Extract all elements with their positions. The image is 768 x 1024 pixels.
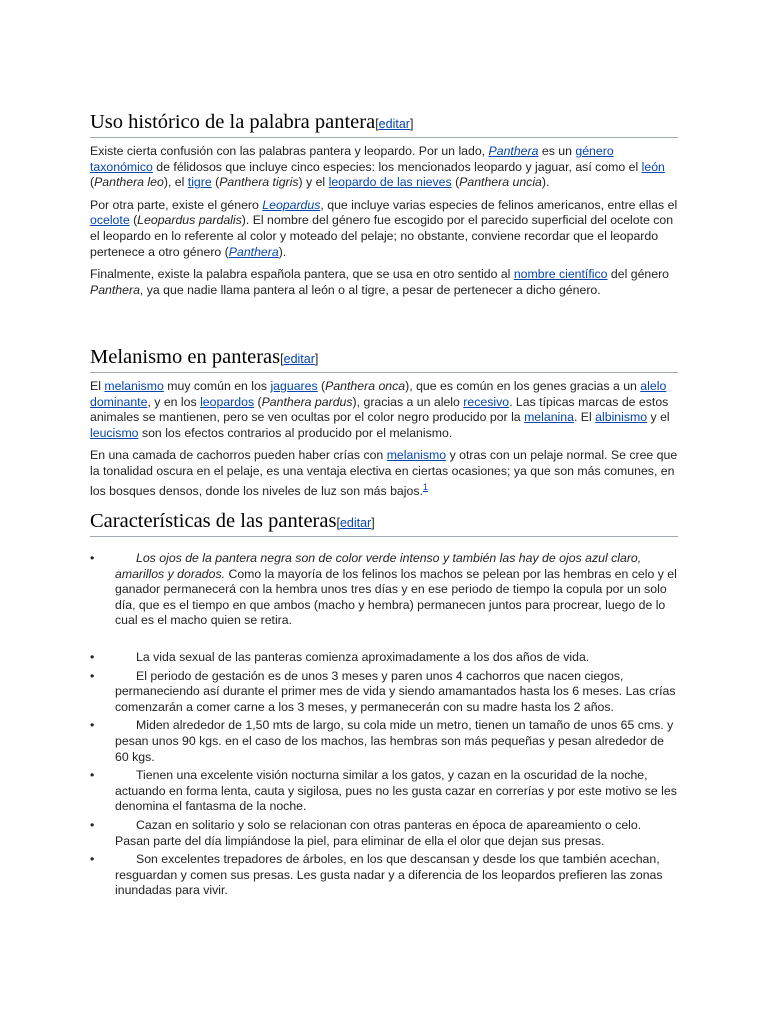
edit-link[interactable]: editar — [283, 352, 315, 366]
section-caracteristicas — [90, 509, 678, 537]
bullet-glyph: • — [90, 817, 95, 832]
bullet-glyph: • — [90, 718, 95, 733]
link-leopardo-de-las-nieves[interactable]: leopardo de las nieves — [328, 175, 452, 190]
paragraph: En una camada de cachorros pueden haber crías con melanismo y otras con un pelaje normal. Se cree que la tonalidad oscura en el pelaje, es una ventaja electiva en ciertas ocasiones; ya que son más comunes, en los bosques densos, donde los niveles de luz son más bajos.$^1$ — [90, 448, 678, 498]
link-leopardos[interactable]: leopardos — [200, 394, 255, 409]
link-leopardus[interactable]: Leopardus — [262, 197, 321, 212]
link-panthera[interactable]: Panthera — [228, 244, 279, 259]
link-jaguares[interactable]: jaguares — [270, 379, 318, 393]
list-item: • El periodo de gestación es de unos 3 meses y paren unos 4 cachorros que nacen ciegos, permaneciendo así durante el primer mes de vida y siendo amamantados hasta los 6 meses. Las crías comenzarán a comer carne a los 3 meses, y permanecerán con su madre hasta los 2 años. — [90, 668, 676, 714]
list-item: • Son excelentes trepadores de árboles, en los que descansan y desde los que también acechan, resguardan y comen sus presas. Les gusta nadar y a diferencia de los leopardos prefieren las zonas inundadas para vivir. — [90, 852, 663, 898]
paragraph: Finalmente, existe la palabra española pantera, que se usa en otro sentido al nombre científico del género Panthera, ya que nadie llama pantera al león o al tigre, a pesar de pertenecer a dicho género. — [90, 267, 670, 297]
link-tigre[interactable]: tigre — [187, 175, 212, 190]
bullet-glyph: • — [90, 668, 95, 683]
edit-section-link: [editar] — [375, 117, 414, 131]
link-albinismo[interactable]: albinismo — [595, 410, 648, 425]
section-heading — [90, 509, 678, 537]
edit-section-link: [editar] — [280, 352, 319, 366]
bullet-glyph: • — [90, 650, 95, 664]
paragraph: Existe cierta confusión con las palabras pantera y leopardo. Por un lado, Panthera es un género taxonómico de félidosos que incluye cinco especies: los mencionados leopardo y jaguar, así como el león (Panthera leo), el tigre (Panthera tigris) y el leopardo de las nieves (Panthera uncia). — [90, 144, 665, 190]
link-ocelote[interactable]: ocelote — [90, 213, 130, 228]
paragraph: El melanismo muy común en los jaguares (Panthera onca), que es común en los genes gracias a un alelo dominante, y en los leopardos (Panthera pardus), gracias a un alelo recesivo. Las típicas marcas de estos animales se mantienen, pero se ven ocultas por el color negro producido por la melanina. El albinismo y el leucismo son los efectos contrarios al producido por el melanismo. — [90, 379, 670, 440]
section-uso-historico — [90, 110, 678, 298]
link-melanismo[interactable]: melanismo — [386, 448, 447, 463]
paragraph: Por otra parte, existe el género Leopardus, que incluye varias especies de felinos americanos, entre ellas el ocelote (Leopardus pardalis). El nombre del género fue escogido por el parecido superficial del ocelote con el leopardo en lo referente al color y moteado del pelaje; no obstante, conviene recordar que el leopardo pertenece a otro género (Panthera). — [90, 197, 678, 259]
link-alelo[interactable]: alelo — [640, 379, 667, 393]
link-melanina[interactable]: melanina — [524, 410, 574, 425]
section-melanismo — [90, 345, 678, 499]
link-leon[interactable]: león — [641, 159, 665, 174]
section-heading — [90, 110, 678, 138]
link-panthera[interactable]: Panthera — [488, 144, 539, 158]
link-recesivo[interactable]: recesivo — [463, 394, 510, 409]
list-item: • Los ojos de la pantera negra son de color verde intenso y también las hay de ojos azul claro, amarillos y dorados. Como la mayoría de los felinos los machos se pelean por las hembras en celo y el ganador permanecerá con la hembra unos tres días y en ese periodo de tiempo la copula por un solo día, que es el tiempo en que ambos (macho y hembra) permanecen juntos para procrear, luego de lo cual es el macho quien se retira. — [90, 551, 677, 628]
list-item: • Cazan en solitario y solo se relacionan con otras panteras en época de apareamiento o celo. Pasan parte del día limpiándose la piel, para eliminar de ella el olor que dejan sus presas. — [90, 817, 642, 848]
link-taxonomico[interactable]: taxonómico — [90, 159, 153, 174]
heading-text: Melanismo en panteras — [90, 346, 281, 368]
edit-link[interactable]: editar — [339, 516, 372, 530]
list-item: • Tienen una excelente visión nocturna similar a los gatos, y cazan en la oscuridad de la noche, actuando en forma lenta, cauta y sigilosa, pues no les gusta cazar en correrías y por este motivo se les denomina el fantasma de la noche. — [90, 768, 677, 814]
list-item: • La vida sexual de las panteras comienza aproximadamente a los dos años de vida. — [90, 650, 590, 664]
section-heading — [90, 345, 678, 373]
reference-link[interactable]: 1 — [422, 481, 428, 492]
heading-text: Uso histórico de la palabra pantera — [90, 111, 376, 133]
link-leucismo[interactable]: leucismo — [90, 425, 139, 440]
characteristics-list-first — [90, 551, 678, 629]
link-nombre-cientifico[interactable]: nombre científico — [513, 267, 608, 282]
list-item: • Miden alrededor de 1,50 mts de largo, su cola mide un metro, tienen un tamaño de unos 65 cms. y pesan unos 90 kgs. en el caso de los machos, las hembras son más pequeñas y pesan alrededor de 60 kgs. — [90, 718, 674, 764]
bullet-glyph: • — [90, 551, 95, 565]
link-dominante[interactable]: dominante — [90, 394, 148, 409]
link-melanismo[interactable]: melanismo — [104, 379, 164, 393]
edit-section-link: [editar] — [336, 516, 375, 530]
link-genero[interactable]: género — [575, 144, 614, 158]
edit-link[interactable]: editar — [378, 117, 410, 131]
bullet-glyph: • — [90, 852, 95, 867]
bullet-glyph: • — [90, 768, 95, 783]
heading-text: Características de las panteras — [90, 510, 337, 532]
characteristics-list — [90, 650, 678, 899]
